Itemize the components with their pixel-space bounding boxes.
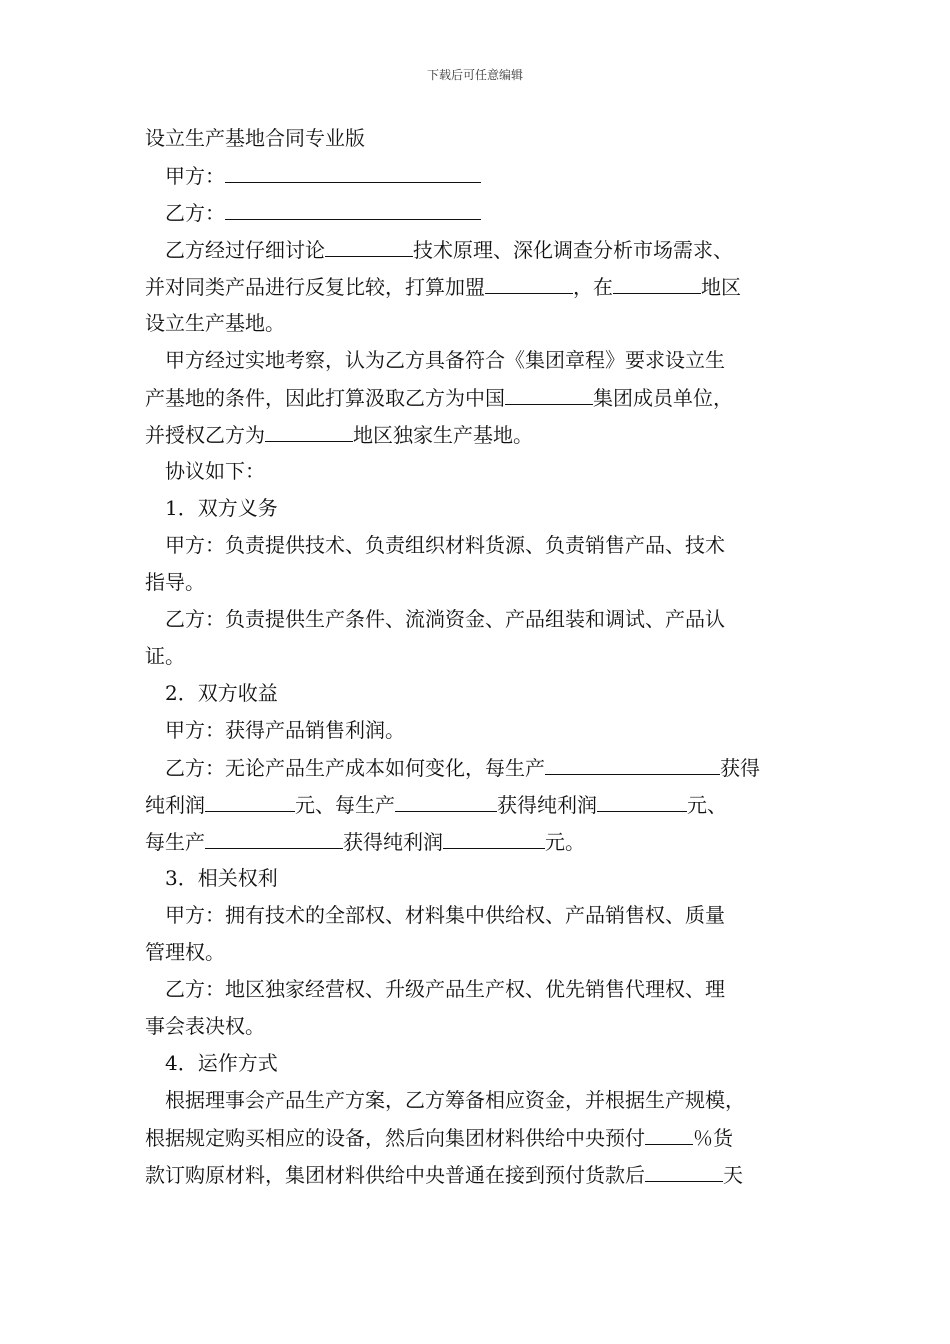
text: 款订购原材料，集团材料供给中央普通在接到预付货款后	[145, 1163, 645, 1187]
fill-blank	[645, 1156, 723, 1182]
page-header: 下载后可任意编辑	[426, 68, 523, 82]
paragraph-line	[145, 1156, 810, 1193]
paragraph-line: 根据理事会产品生产方案，乙方筹备相应资金，并根据生产规模，	[165, 1088, 745, 1112]
paragraph-line: 甲方经过实地考察，认为乙方具备符合《集团章程》要求设立生	[165, 348, 725, 372]
text: 技术原理、深化调查分析市场需求、	[413, 238, 733, 262]
paragraph-line	[145, 268, 810, 305]
paragraph-line	[145, 1119, 810, 1156]
section-heading: 2．双方收益	[165, 681, 278, 705]
text: 天	[723, 1163, 743, 1187]
text: 获得	[720, 756, 760, 780]
fill-blank	[395, 786, 497, 812]
text: 地区	[701, 275, 741, 299]
text: 集团成员单位，	[593, 386, 733, 410]
fill-blank	[205, 786, 295, 812]
text: ，在	[573, 275, 613, 299]
fill-blank	[443, 823, 545, 849]
text: 乙方：无论产品生产成本如何变化，每生产	[165, 756, 545, 780]
paragraph-line: 管理权。	[145, 940, 225, 964]
contract-document	[145, 120, 810, 1193]
text: 纯利润	[145, 793, 205, 817]
text: ％货	[693, 1126, 733, 1150]
paragraph-line: 证。	[145, 644, 185, 668]
paragraph-line	[145, 823, 810, 860]
fill-blank	[265, 416, 353, 442]
fill-blank	[485, 268, 573, 294]
party-b-label: 乙方：	[165, 201, 225, 225]
text: 元。	[545, 830, 585, 854]
text: 获得纯利润	[497, 793, 597, 817]
fill-blank	[597, 786, 687, 812]
party-a-line	[145, 157, 810, 194]
paragraph-line: 设立生产基地。	[145, 311, 285, 335]
text: 元、每生产	[295, 793, 395, 817]
paragraph-line: 指导。	[145, 570, 205, 594]
section-heading: 1．双方义务	[165, 496, 278, 520]
fill-blank	[545, 749, 720, 775]
text: 乙方经过仔细讨论	[165, 238, 325, 262]
party-a-label: 甲方：	[165, 164, 225, 188]
agreement-intro: 协议如下：	[165, 459, 265, 483]
section-heading: 3．相关权利	[165, 866, 278, 890]
text: 每生产	[145, 830, 205, 854]
paragraph-line: 乙方：负责提供生产条件、流淌资金、产品组装和调试、产品认	[165, 607, 725, 631]
paragraph-line	[145, 786, 810, 823]
party-b-line	[145, 194, 810, 231]
paragraph-line: 甲方：拥有技术的全部权、材料集中供给权、产品销售权、质量	[165, 903, 725, 927]
fill-blank	[505, 379, 593, 405]
fill-blank	[645, 1119, 693, 1145]
paragraph-line	[145, 379, 810, 416]
paragraph-line	[145, 416, 810, 453]
party-b-blank	[225, 194, 481, 220]
text: 地区独家生产基地。	[353, 423, 533, 447]
fill-blank	[205, 823, 343, 849]
section-heading: 4．运作方式	[165, 1051, 278, 1075]
fill-blank	[325, 231, 413, 257]
text: 产基地的条件，因此打算汲取乙方为中国	[145, 386, 505, 410]
fill-blank	[613, 268, 701, 294]
text: 并授权乙方为	[145, 423, 265, 447]
paragraph-line: 甲方：负责提供技术、负责组织材料货源、负责销售产品、技术	[165, 533, 725, 557]
paragraph-line: 事会表决权。	[145, 1014, 265, 1038]
text: 获得纯利润	[343, 830, 443, 854]
document-title: 设立生产基地合同专业版	[145, 126, 365, 150]
text: 并对同类产品进行反复比较，打算加盟	[145, 275, 485, 299]
paragraph-line: 乙方：地区独家经营权、升级产品生产权、优先销售代理权、理	[165, 977, 725, 1001]
text: 根据规定购买相应的设备，然后向集团材料供给中央预付	[145, 1126, 645, 1150]
paragraph-line	[145, 231, 810, 268]
party-a-blank	[225, 157, 481, 183]
paragraph-line	[145, 749, 810, 786]
text: 元、	[687, 793, 727, 817]
paragraph-line: 甲方：获得产品销售利润。	[165, 718, 405, 742]
